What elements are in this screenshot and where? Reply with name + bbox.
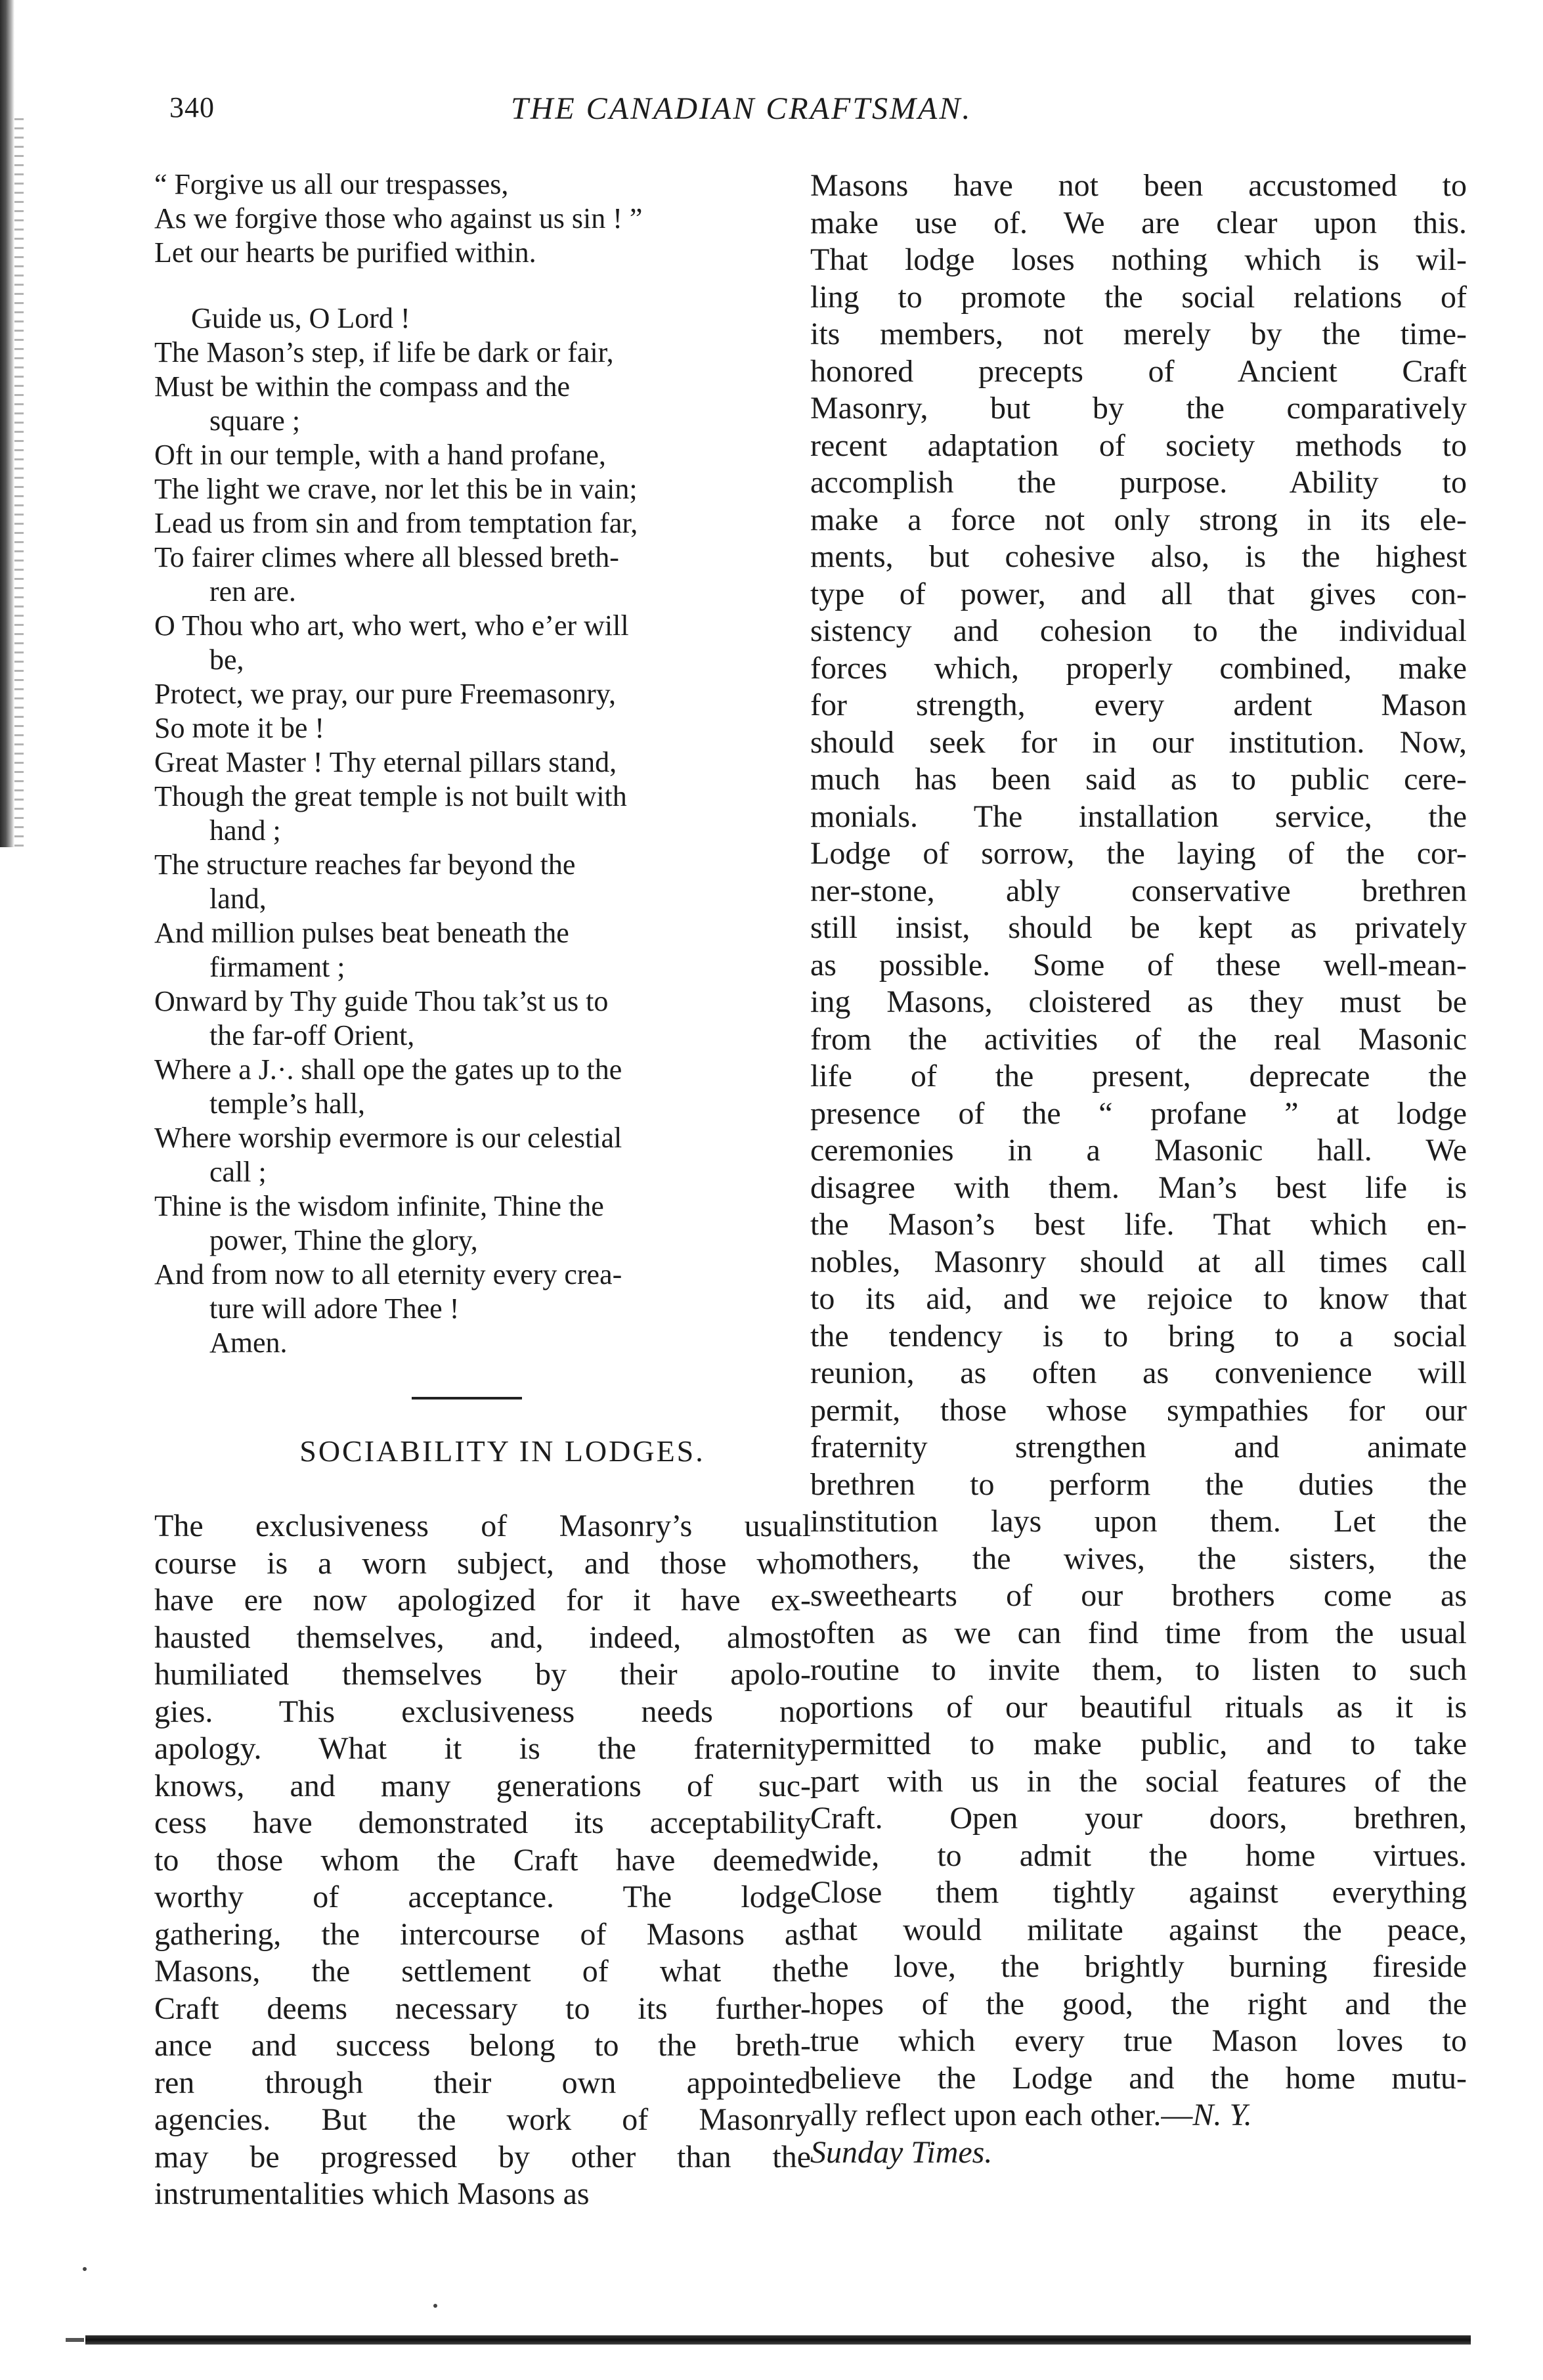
page-header [169, 91, 1430, 130]
poem-line: Amen. [209, 1327, 288, 1359]
poem-line: Guide us, O Lord ! [191, 302, 410, 334]
article-line: as possible. Some of these well-mean- [810, 947, 1467, 982]
article-line: ally reflect upon each other.—N. Y. [810, 2098, 1252, 2132]
article-line: part with us in the social features of the [810, 1763, 1467, 1799]
article-line: hausted themselves, and, indeed, almost [154, 1620, 811, 1655]
poem-line: firmament ; [209, 951, 345, 983]
poem-line: temple’s hall, [209, 1088, 366, 1120]
article-body-right [810, 167, 1467, 2171]
article-line: presence of the “ profane ” at lodge [810, 1095, 1467, 1131]
print-speck [83, 2267, 87, 2271]
article-line: worthy of acceptance. The lodge [154, 1880, 811, 1914]
article-line: brethren to perform the duties the [810, 1466, 1467, 1502]
poem-line: the far-off Orient, [209, 1019, 415, 1051]
article-line: true which every true Mason loves to [810, 2023, 1467, 2058]
article-line: the Mason’s best life. That which en- [810, 1207, 1467, 1242]
article-line: to those whom the Craft have deemed [154, 1842, 811, 1878]
article-line: gies. This exclusiveness needs no [154, 1694, 811, 1729]
poem-line: Oft in our temple, with a hand profane, [154, 439, 606, 471]
article-line: recent adaptation of society methods to [810, 428, 1467, 463]
article-body-left [154, 1508, 811, 2213]
article-line: ner-stone, ably conservative brethren [810, 873, 1467, 908]
right-column [810, 167, 1467, 2171]
poem-line: As we forgive those who against us sin ! ” [154, 202, 643, 234]
article-line: agencies. But the work of Masonry [154, 2102, 811, 2137]
article-line: ling to promote the social relations of [810, 279, 1467, 315]
running-title: THE CANADIAN CRAFTSMAN. [511, 91, 972, 126]
article-line: make a force not only strong in its ele- [810, 502, 1467, 537]
poem-stanza-gap [154, 270, 811, 301]
poem-line: And from now to all eternity every crea- [154, 1258, 622, 1290]
poem-line: The structure reaches far beyond the [154, 848, 576, 881]
source-credit: Sunday Times. [810, 2134, 993, 2170]
poem-line: land, [209, 883, 267, 915]
article-line: ceremonies in a Masonic hall. We [810, 1133, 1467, 1168]
poem-line: Where worship evermore is our celestial [154, 1122, 622, 1154]
poem-line: Must be within the compass and the [154, 370, 571, 403]
article-line: Masons have not been accustomed to [810, 168, 1467, 203]
article-line: Masons, the settlement of what the [154, 1954, 811, 1989]
article-line: permitted to make public, and to take [810, 1727, 1467, 1761]
article-line: still insist, should be kept as privately [810, 910, 1467, 945]
article-line: apology. What it is the fraternity [154, 1731, 811, 1766]
article-line: the tendency is to bring to a social [810, 1318, 1467, 1354]
article-title: SOCIABILITY IN LODGES. [299, 1434, 705, 1468]
article-line: portions of our beautiful rituals as it is [810, 1689, 1467, 1725]
article-line: humiliated themselves by their apolo- [154, 1657, 811, 1692]
poem-line: Thine is the wisdom infinite, Thine the [154, 1190, 604, 1222]
poem-line: hand ; [209, 814, 281, 847]
article-line: cess have demonstrated its acceptability [154, 1805, 811, 1840]
article-line: mothers, the wives, the sisters, the [810, 1541, 1467, 1576]
article-line: Close them tightly against everything [810, 1875, 1467, 1910]
article-line: ing Masons, cloistered as they must be [810, 984, 1467, 1019]
bottom-rule [85, 2335, 1471, 2345]
poem-line: Great Master ! Thy eternal pillars stand, [154, 746, 617, 778]
poem-line: Though the great temple is not built with [154, 780, 627, 812]
article-line: disagree with them. Man’s best life is [810, 1170, 1467, 1205]
article-line: honored precepts of Ancient Craft [810, 353, 1467, 389]
article-line: institution lays upon them. Let the [810, 1504, 1467, 1539]
article-line: have ere now apologized for it have ex- [154, 1583, 811, 1618]
article-line: from the activities of the real Masonic [810, 1021, 1467, 1057]
article-line: to its aid, and we rejoice to know that [810, 1281, 1467, 1316]
poem-line: Protect, we pray, our pure Freemasonry, [154, 678, 616, 710]
section-divider [412, 1397, 522, 1399]
poem-line: Let our hearts be purified within. [154, 236, 536, 269]
article-line: accomplish the purpose. Ability to [810, 465, 1467, 500]
article-line: Craft. Open your doors, brethren, [810, 1801, 1467, 1836]
article-line: type of power, and all that gives con- [810, 576, 1467, 611]
article-line: ance and success belong to the breth- [154, 2028, 811, 2063]
poem-line: O Thou who art, who wert, who e’er will [154, 609, 629, 642]
left-column [154, 167, 811, 2213]
binding-edge-marks [14, 118, 24, 854]
article-line: ren through their own appointed [154, 2065, 811, 2100]
article-line: often as we can find time from the usual [810, 1615, 1467, 1650]
article-line: nobles, Masonry should at all times call [810, 1244, 1467, 1279]
source-credit-prefix: N. Y. [1192, 2098, 1252, 2132]
article-line: life of the present, deprecate the [810, 1059, 1467, 1093]
article-line: believe the Lodge and the home mutu- [810, 2060, 1467, 2096]
poem-line: The Mason’s step, if life be dark or fair, [154, 336, 614, 368]
article-line: gathering, the intercourse of Masons as [154, 1916, 811, 1952]
binding-edge-shadow [0, 0, 14, 847]
article-line: That lodge loses nothing which is wil- [810, 242, 1467, 277]
article-line: ments, but cohesive also, is the highest [810, 539, 1467, 574]
article-line: much has been said as to public cere- [810, 762, 1467, 797]
print-speck [433, 2304, 437, 2308]
article-line: sistency and cohesion to the individual [810, 613, 1467, 648]
poem-line: call ; [209, 1156, 267, 1188]
article-line: knows, and many generations of suc- [154, 1768, 811, 1803]
print-speck [66, 2338, 84, 2342]
article-line: the love, the brightly burning fireside [810, 1949, 1467, 1984]
article-line: permit, those whose sympathies for our [810, 1392, 1467, 1428]
article-line: its members, not merely by the time- [810, 317, 1467, 351]
article-line: instrumentalities which Masons as [154, 2176, 590, 2211]
poem-line: Onward by Thy guide Thou tak’st us to [154, 985, 609, 1017]
article-line: hopes of the good, the right and the [810, 1986, 1467, 2021]
article-line: Lodge of sorrow, the laying of the cor- [810, 836, 1467, 871]
poem-line: So mote it be ! [154, 712, 325, 744]
article-line: routine to invite them, to listen to such [810, 1652, 1467, 1687]
article-line: Masonry, but by the comparatively [810, 391, 1467, 426]
article-line: for strength, every ardent Mason [810, 688, 1467, 722]
article-line: should seek for in our institution. Now, [810, 724, 1467, 760]
poem-line: “ Forgive us all our trespasses, [154, 168, 509, 200]
poem-line: be, [209, 644, 244, 676]
poem-line: And million pulses beat beneath the [154, 917, 569, 949]
article-line: fraternity strengthen and animate [810, 1430, 1467, 1465]
poem-line: Where a J.·. shall ope the gates up to the [154, 1053, 622, 1086]
article-line: course is a worn subject, and those who [154, 1545, 811, 1581]
article-line: may be progressed by other than the [154, 2139, 811, 2174]
poem-line: The light we crave, nor let this be in vain; [154, 473, 638, 505]
article-line: sweethearts of our brothers come as [810, 1578, 1467, 1613]
article-line: that would militate against the peace, [810, 1912, 1467, 1947]
poem [154, 167, 811, 1360]
article-line: reunion, as often as convenience will [810, 1355, 1467, 1390]
article-line: The exclusiveness of Masonry’s usual [154, 1509, 811, 1543]
poem-line: power, Thine the glory, [209, 1224, 478, 1256]
poem-line: ture will adore Thee ! [209, 1292, 460, 1325]
poem-line: Lead us from sin and from temptation far, [154, 507, 638, 539]
article-line: make use of. We are clear upon this. [810, 205, 1467, 240]
poem-line: ren are. [209, 575, 296, 607]
poem-line: square ; [209, 405, 301, 437]
poem-line: To fairer climes where all blessed breth- [154, 541, 619, 573]
article-line: Craft deems necessary to its further- [154, 1991, 811, 2026]
page-number: 340 [169, 91, 215, 123]
article-line: monials. The installation service, the [810, 799, 1467, 834]
article-line: wide, to admit the home virtues. [810, 1838, 1467, 1873]
article-line: forces which, properly combined, make [810, 650, 1467, 686]
